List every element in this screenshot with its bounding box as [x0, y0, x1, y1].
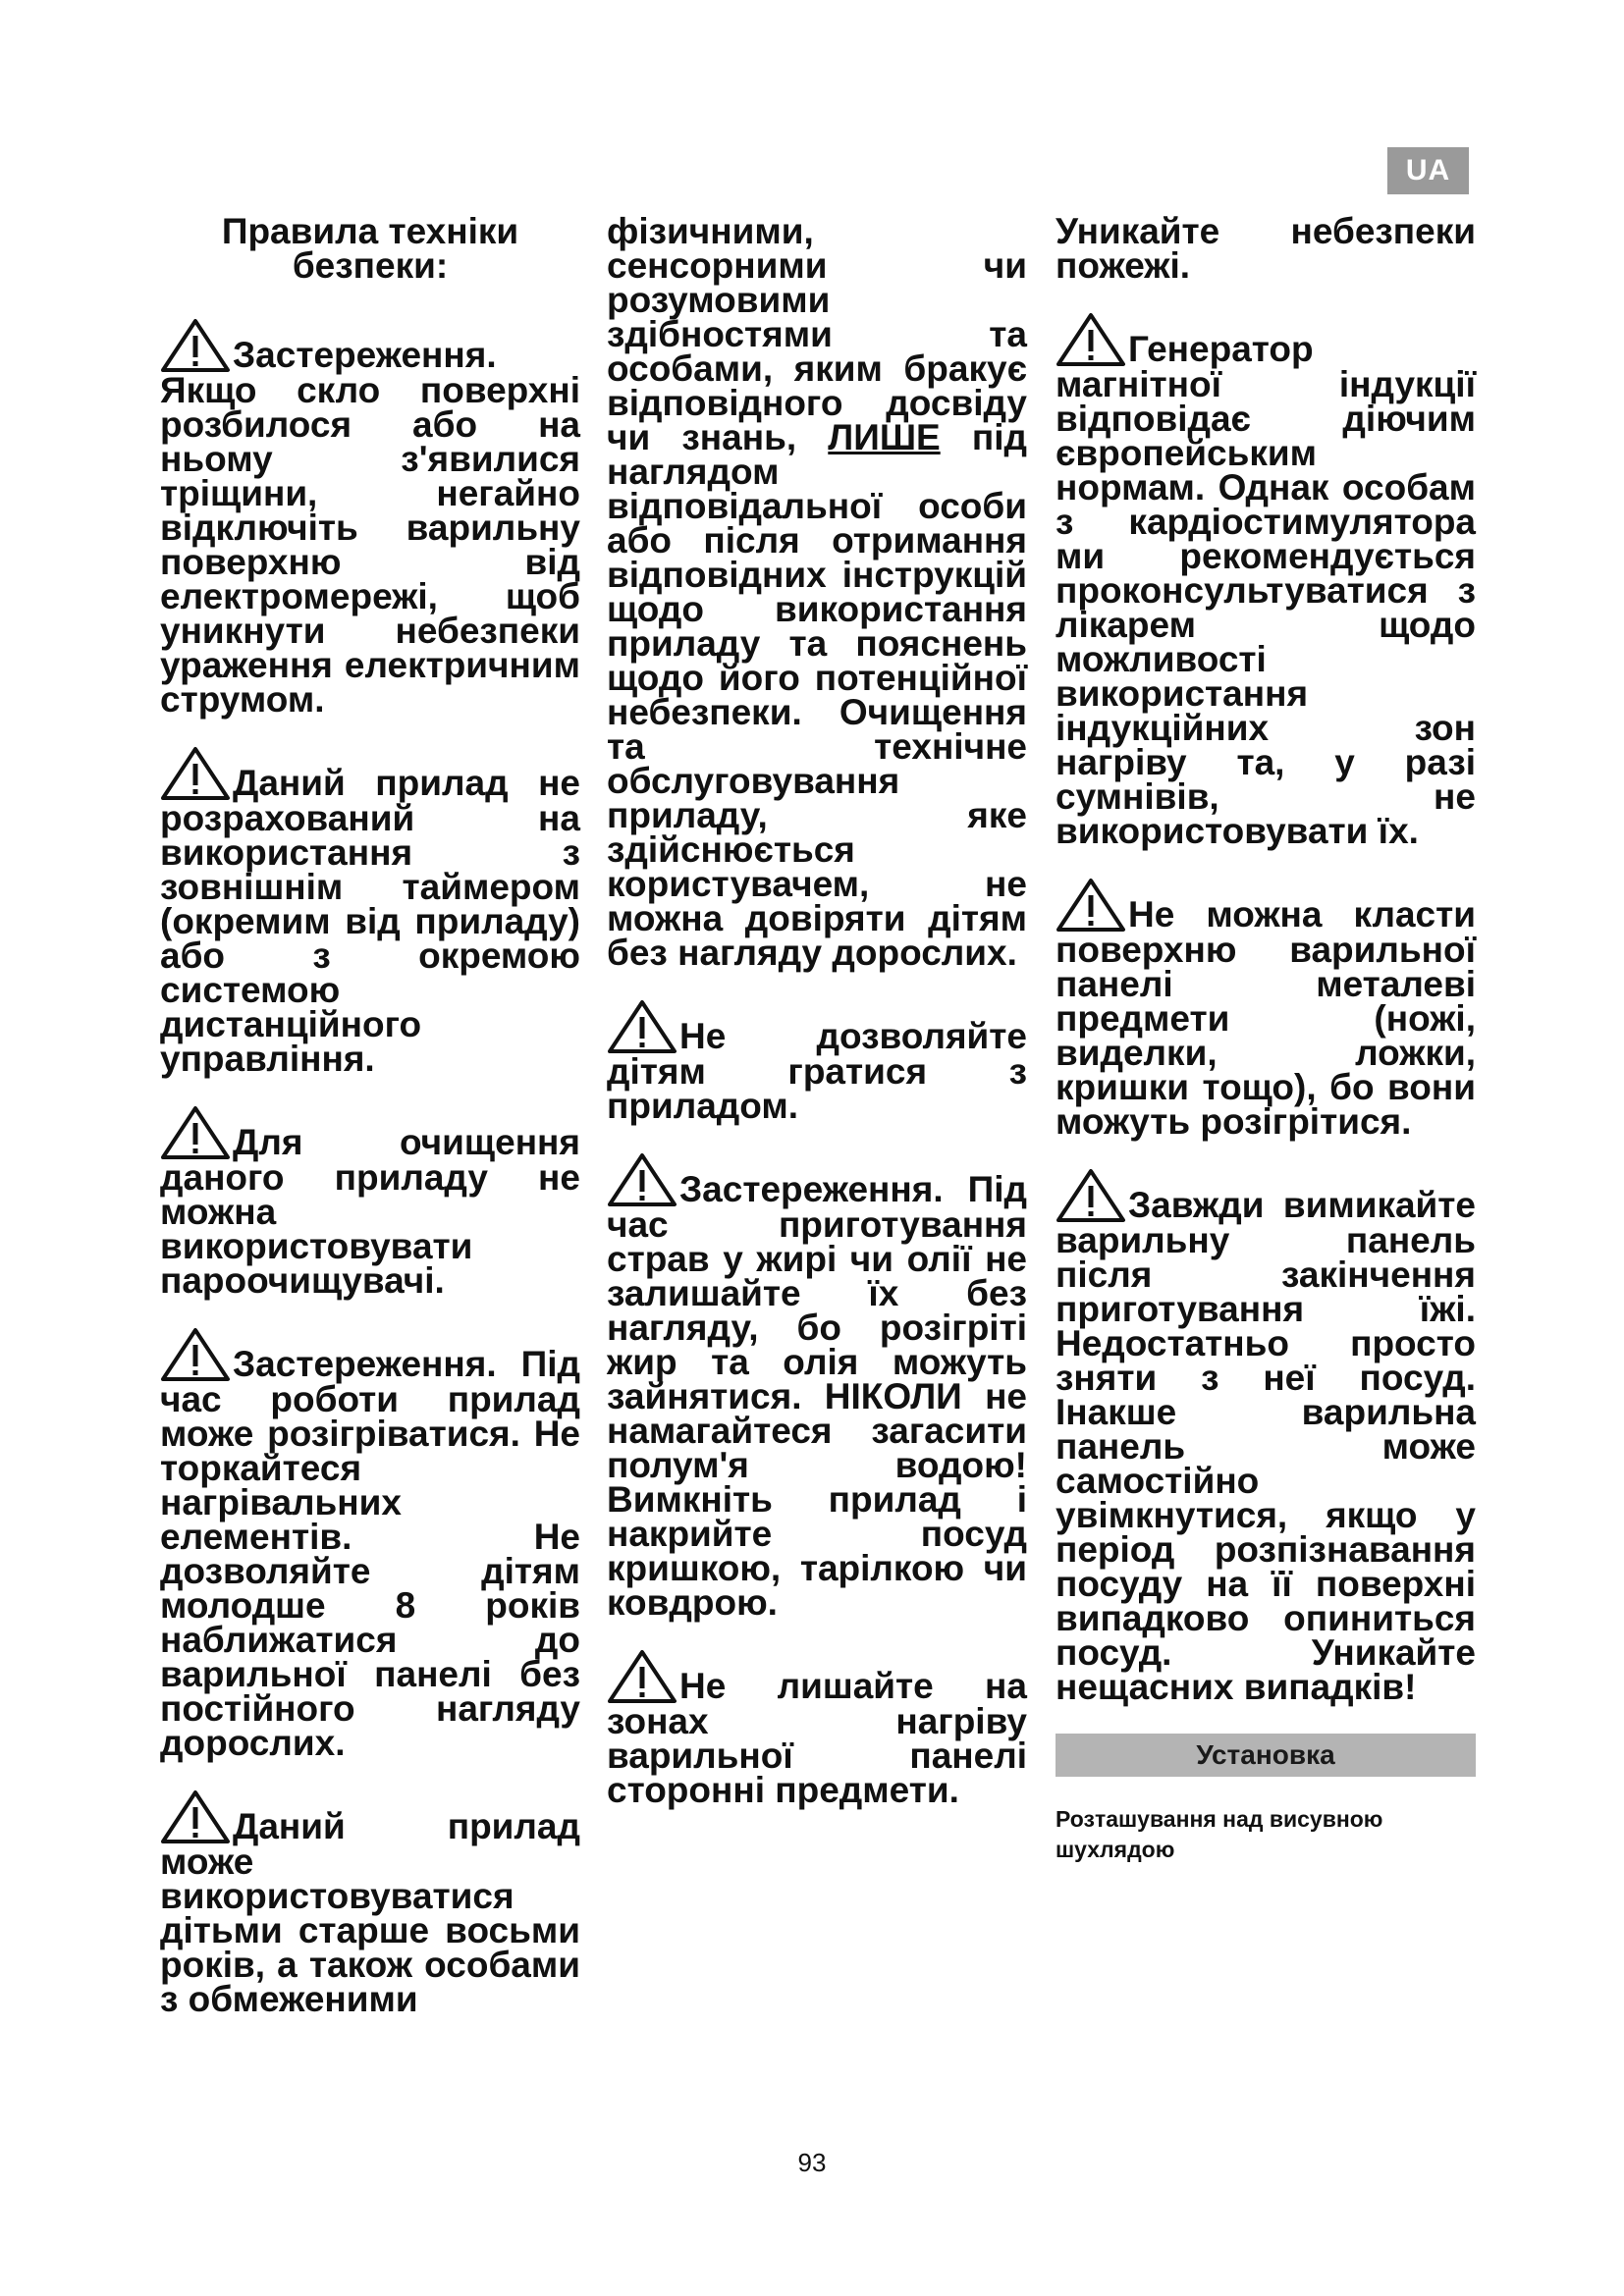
warning-paragraph: [160, 1789, 580, 2019]
warning-triangle-icon: [160, 1327, 231, 1382]
continued-paragraph: [607, 211, 1028, 973]
section-bar-installation: Установка: [1056, 1734, 1476, 1777]
warning-text: Даний прилад не розрахований на використання з зовнішнім таймером (окремим від приладу) або з окремою системою дистанційного управління.: [160, 763, 580, 1079]
language-badge: UA: [1387, 147, 1469, 194]
sub-heading-drawer: Розташування над висувною шухлядою: [1056, 1806, 1383, 1862]
warning-triangle-icon: [607, 1649, 677, 1704]
warning-triangle-icon: [607, 999, 677, 1054]
column-3: [1056, 211, 1476, 1865]
warning-paragraph: [1056, 1168, 1476, 1707]
warning-paragraph: [160, 746, 580, 1079]
warning-triangle-icon: [160, 1105, 231, 1160]
warning-text: Даний прилад може використовуватися дітьми старше восьми років, а також особами з обмеженими: [160, 1806, 580, 2019]
warning-text: Застереження. Під час приготування страв у жирі чи олії не залишайте їх без нагляду, бо розігріті жир та олія можуть зайнятися. НІКОЛИ не намагайтеся загасити полум'я водою! Вимкніть прилад і накрийте посуд кришкою, тарілкою чи ковдрою.: [607, 1169, 1027, 1623]
warning-text: Для очищення даного приладу не можна використовувати пароочищувачі.: [160, 1122, 580, 1301]
warning-text: Генератор магнітної індукції відповідає діючим європейським нормам. Однак особам з кардіостимулятора ми рекомендується проконсультуватися з лікарем щодо можливості використання індукційних зон нагріву та, у разі сумнівів, не використовувати їх.: [1056, 329, 1476, 851]
warning-paragraph: [607, 999, 1027, 1126]
warning-paragraph: [1056, 878, 1476, 1142]
warning-triangle-icon: [160, 746, 231, 801]
intro-paragraph: Уникайте небезпеки пожежі.: [1056, 211, 1476, 286]
continued-text-a: фізичними, сенсорними чи розумовими здібностями та особами, яким бракує відповідного досвіду чи знань,: [607, 211, 1027, 457]
column-1: [160, 211, 580, 2046]
warning-text: Завжди вимикайте варильну панель після закінчення приготування їжі. Недостатньо просто зняти з неї посуд. Інакше варильна панель може самостійно увімкнутися, якщо у період розпізнавання посуду на її поверхні випадково опиниться посуд. Уникайте нещасних випадків!: [1056, 1185, 1476, 1707]
continued-text-b: під наглядом відповідальної особи або після отримання відповідних інструкцій щодо використання приладу та пояснень щодо його потенційної небезпеки. Очищення та технічне обслуговування приладу, яке здійснюється користувачем, не можна довіряти дітям без нагляду дорослих.: [607, 417, 1028, 973]
warning-triangle-icon: [607, 1152, 677, 1207]
warning-text: Застереження. Якщо скло поверхні розбилося або на ньому з'явилися тріщини, негайно відключіть варильну поверхню від електромережі, щоб уникнути небезпеки ураження електричним струмом.: [160, 335, 580, 720]
warning-paragraph: [160, 318, 580, 720]
warning-text: Не дозволяйте дітям гратися з приладом.: [607, 1016, 1027, 1126]
emphasis-only: ЛИШЕ: [828, 417, 941, 457]
warning-paragraph: [160, 1105, 580, 1301]
warning-triangle-icon: [160, 318, 231, 373]
warning-paragraph: [607, 1152, 1027, 1623]
column-2: [607, 211, 1028, 1837]
warning-text: Застереження. Під час роботи прилад може розігріватися. Не торкайтеся нагрівальних елементів. Не дозволяйте дітям молодше 8 років наближатися до варильної панелі без постійного нагляду дорослих.: [160, 1344, 580, 1763]
warning-text: Не можна класти поверхню варильної панелі металеві предмети (ножі, виделки, ложки, кришки тощо), бо вони можуть розігрітися.: [1056, 894, 1476, 1142]
section-title-safety: Правила техніки безпеки:: [221, 211, 519, 286]
page-number: 93: [797, 2148, 827, 2177]
warning-paragraph: [1056, 312, 1476, 851]
warning-triangle-icon: [1056, 1168, 1126, 1223]
warning-text: Не лишайте на зонах нагріву варильної панелі сторонні предмети.: [607, 1666, 1027, 1810]
warning-triangle-icon: [1056, 878, 1126, 933]
warning-triangle-icon: [1056, 312, 1126, 367]
warning-paragraph: [607, 1649, 1027, 1810]
warning-paragraph: [160, 1327, 580, 1763]
warning-triangle-icon: [160, 1789, 231, 1844]
